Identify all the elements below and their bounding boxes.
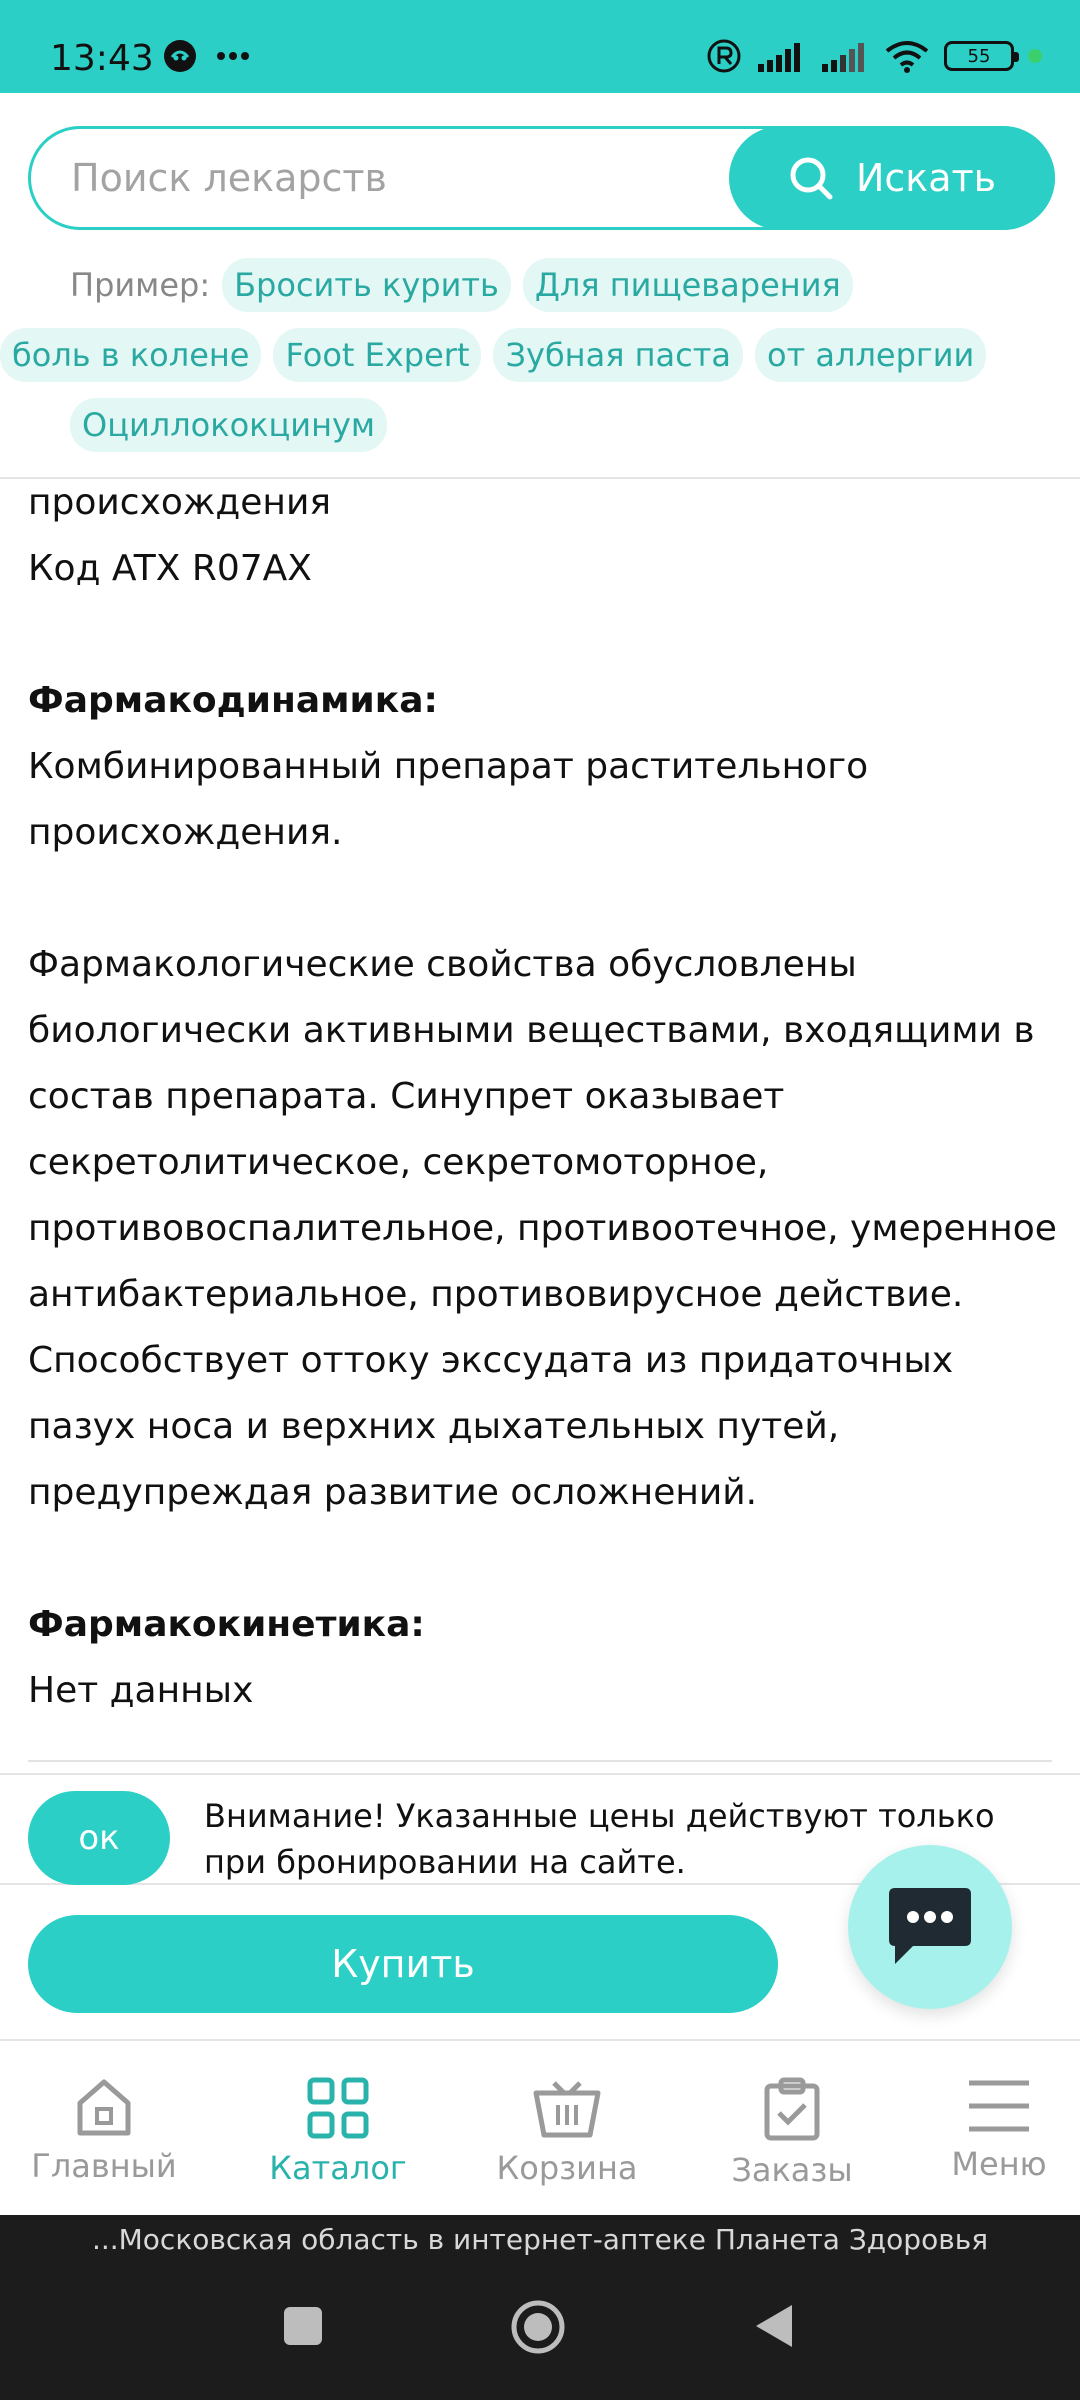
nav-label-cart: Корзина (496, 2149, 638, 2187)
orders-clipboard-icon (763, 2077, 821, 2141)
more-dots-icon (216, 51, 250, 61)
messenger-icon (162, 38, 198, 74)
notice-text: Внимание! Указанные цены действуют только при бронировании на сайте. (204, 1797, 995, 1881)
nav-label-home: Главный (31, 2147, 177, 2185)
search-button[interactable] (729, 126, 1055, 230)
search-button-label: Искать (855, 156, 997, 200)
status-bar (0, 0, 1080, 93)
atx-code: Код ATX R07AX (28, 548, 312, 589)
status-right-icons (706, 38, 1042, 74)
search-examples (12, 258, 1030, 452)
example-chip[interactable]: Foot Expert (273, 328, 481, 382)
example-chip[interactable]: Оциллококцинум (70, 398, 387, 452)
home-system-button[interactable] (508, 2297, 568, 2357)
pharmacology-text: Фармакологические свойства обусловлены биологически активными веществами, входящими в состав препарата. Синупрет оказывает секретолитическое, секретомоторное, противовоспалительное, противоотечное, умеренное антибактериальное, противовирусное действие. Способствует оттоку экссудата из придаточных пазух носа и верхних дыхательных путей, предупреждая развитие осложнений. (28, 944, 1057, 1513)
chat-button[interactable] (848, 1845, 1012, 2009)
registered-icon (706, 38, 742, 74)
search-input[interactable] (71, 129, 731, 227)
nav-label-orders: Заказы (731, 2151, 853, 2189)
search-header (0, 93, 1080, 479)
status-time: 13:43 (50, 38, 154, 79)
bottom-navigation (0, 2041, 1080, 2215)
product-description (28, 470, 1058, 1724)
nav-label-menu: Меню (951, 2145, 1047, 2183)
back-triangle-icon (752, 2301, 796, 2351)
pharmacokinetics-text: Нет данных (28, 1670, 254, 1711)
square-recents-icon (282, 2305, 324, 2347)
example-chip[interactable]: от аллергии (755, 328, 986, 382)
nav-item-cart[interactable] (497, 2041, 637, 2215)
charging-dot-icon (1028, 49, 1042, 63)
nav-item-catalog[interactable] (268, 2041, 408, 2215)
recents-button[interactable] (282, 2305, 324, 2347)
battery-level: 55 (967, 45, 991, 67)
chat-bubble-icon (885, 1884, 975, 1970)
example-chip[interactable]: Для пищеварения (523, 258, 853, 312)
example-chip[interactable]: Бросить курить (222, 258, 511, 312)
nav-item-menu[interactable] (929, 2041, 1069, 2215)
signal-icon (756, 40, 806, 72)
examples-label: Пример: (70, 266, 211, 304)
description-line: происхождения (28, 482, 331, 523)
example-chip[interactable]: боль в колене (0, 328, 261, 382)
nav-item-orders[interactable] (722, 2041, 862, 2215)
example-chip[interactable]: Зубная паста (493, 328, 743, 382)
circle-home-icon (508, 2297, 568, 2357)
buy-button[interactable]: Купить (28, 1915, 778, 2013)
notice-ok-button[interactable]: ок (28, 1791, 170, 1885)
search-bar (28, 126, 1055, 230)
wifi-icon (884, 39, 930, 73)
status-left-icons (162, 38, 250, 74)
menu-icon (967, 2077, 1031, 2135)
pharmacodynamics-heading: Фармакодинамика: (28, 680, 438, 721)
nav-label-catalog: Каталог (269, 2149, 407, 2187)
nav-item-home[interactable] (31, 2041, 177, 2215)
pharmacodynamics-text: Комбинированный препарат растительного происхождения. (28, 746, 869, 853)
back-button[interactable] (752, 2301, 796, 2351)
page-url-caption: ...Московская область в интернет-аптеке Планета Здоровья (91, 2223, 989, 2256)
search-icon (788, 155, 834, 201)
content-divider (28, 1760, 1052, 1762)
cart-icon (532, 2077, 602, 2139)
battery-indicator (944, 41, 1014, 71)
catalog-grid-icon (307, 2077, 369, 2139)
system-navigation-bar (0, 2215, 1080, 2400)
pharmacokinetics-heading: Фармакокинетика: (28, 1604, 425, 1645)
signal-icon-2 (820, 40, 870, 72)
home-icon (75, 2077, 133, 2137)
